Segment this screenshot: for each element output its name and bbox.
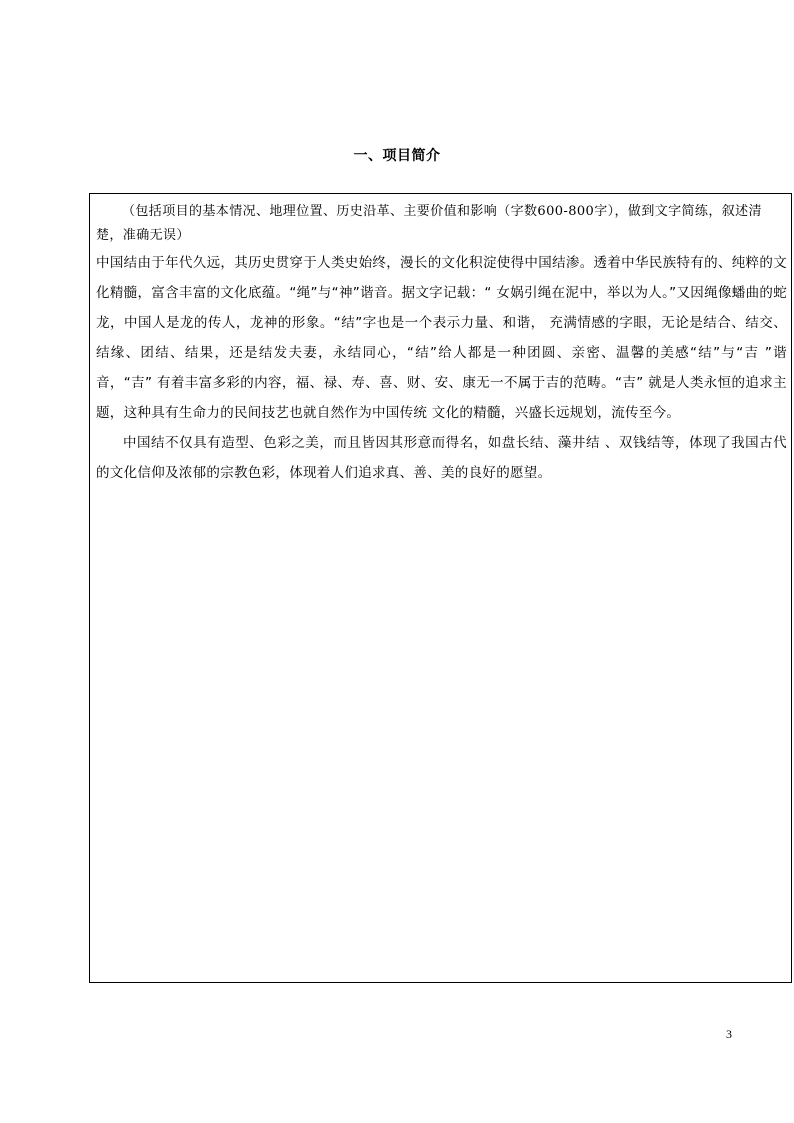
paragraph-2: 中国结不仅具有造型、色彩之美，而且皆因其形意而得名，如盘长结、藻井结 、双钱结等，体现了我国古代的文化信仰及浓郁的宗教色彩，体现着人们追求真、善、美的良好的愿望。 [96,435,787,481]
paragraph-1: 中国结由于年代久远，其历史贯穿于人类史始终，漫长的文化积淀使得中国结渗。透着中华民族特有的、纯粹的文化精髓，富含丰富的文化底蕴。“绳”与“神”谐音。据文字记载：“ 女娲引绳在泥中，举以为人。”又因绳像蟠曲的蛇龙，中国人是龙的传人，龙神的形象。“结”字也是一个表示力量、和谐， 充满情感的字眼，无论是结合、结交、结缘、团结、结果，还是结发夫妻，永结同心，“结”给人都是一种团圆、亲密、温馨的美感“结”与“吉 ”谐 音，“吉” 有着丰富多彩的内容，福、禄、寿、喜、财、安、康无一不属于吉的范畴。“吉” 就是人类永恒的追求主题，这种具有生命力的民间技艺也就自然作为中国传统 文化的精髓，兴盛长远规划，流传至今。 [96,255,787,421]
content-box [89,193,792,983]
page-number: 3 [726,1027,732,1041]
section-title: 一、项目简介 [353,148,441,164]
instruction-text: （包括项目的基本情况、地理位置、历史沿革、主要价值和影响（字数600-800字），做到文字简练，叙述清楚，准确无误） [96,204,762,243]
